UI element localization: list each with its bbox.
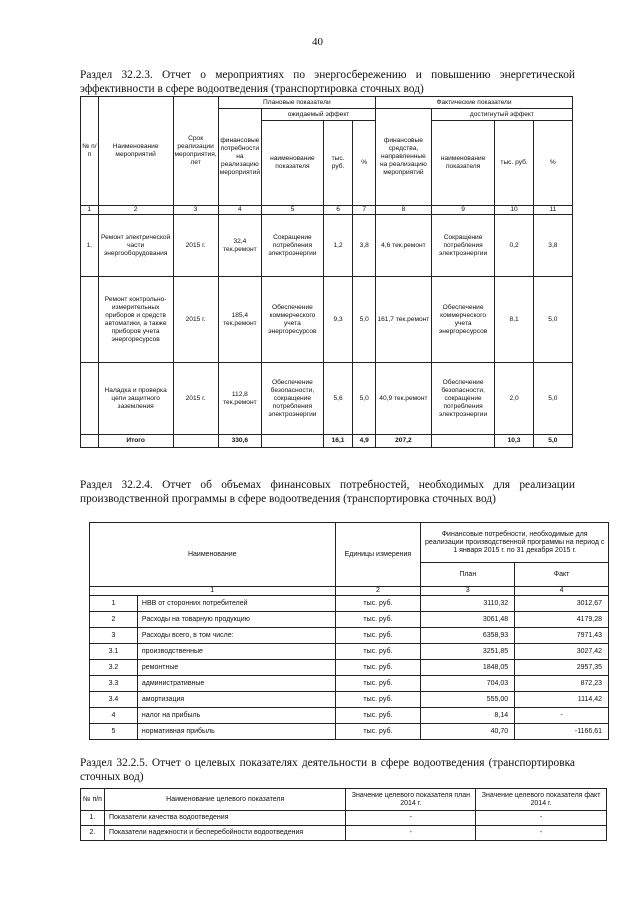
header-fin-need: Финансовые потребности, необходимые для реализации производственной программы на период с 1 января 2015 г. по 31 декабря 2015 г.	[421, 523, 609, 563]
col-number: 10	[495, 206, 533, 215]
row-name: административные	[137, 676, 335, 692]
row-plan: 3251,85	[421, 644, 515, 660]
row-name: производственные	[137, 644, 335, 660]
row-name: Расходы на товарную продукцию	[137, 612, 335, 628]
row-plan: 3061,48	[421, 612, 515, 628]
header-fin-need: финансовые потребности на реализацию мероприятий	[218, 109, 261, 206]
row-unit: тыс. руб.	[335, 612, 421, 628]
row-plan: 8,14	[421, 708, 515, 724]
row-fin: 112,8 тек.ремонт	[218, 363, 261, 435]
row-indicator-fact: Обеспечение безопасности, сокращение потребления электроэнергии	[431, 363, 495, 435]
header-actual: Фактические показатели	[376, 97, 573, 109]
header-expected-effect: ожидаемый эффект	[262, 109, 376, 121]
table-row	[90, 692, 609, 708]
row-name: ремонтные	[137, 660, 335, 676]
total-fin: 330,6	[218, 435, 261, 448]
row-indicator: Сокращение потребления электроэнергии	[262, 215, 324, 277]
row-plan: 1848,05	[421, 660, 515, 676]
row-name: налог на прибыль	[137, 708, 335, 724]
row-indicator: Обеспечение коммерческого учета энергоресурсов	[262, 277, 324, 363]
header-fin-spent: финансовые средства, направленные на реализацию мероприятий	[376, 109, 432, 206]
section-32-2-5-title: Раздел 32.2.5. Отчет о целевых показателях деятельности в сфере водоотведения (транспортировка сточных вод)	[80, 757, 575, 783]
row-name: Ремонт электрической части энергооборудования	[98, 215, 173, 277]
row-num: 3.4	[90, 692, 138, 708]
row-name: нормативная прибыль	[137, 724, 335, 740]
table-row	[81, 277, 573, 363]
financial-needs-table	[89, 522, 609, 740]
row-fact: 872,23	[515, 676, 609, 692]
row-fin-fact: 4,6 тек.ремонт	[376, 215, 432, 277]
row-unit: тыс. руб.	[335, 644, 421, 660]
table-row	[90, 612, 609, 628]
row-plan: -	[346, 811, 476, 826]
row-plan: -	[346, 826, 476, 841]
row-fact: 3027,42	[515, 644, 609, 660]
col-number: 4	[218, 206, 261, 215]
row-unit: тыс. руб.	[335, 708, 421, 724]
row-unit: тыс. руб.	[335, 692, 421, 708]
section-32-2-3-title: Раздел 32.2.3. Отчет о мероприятиях по энергосбережению и повышению энергетической эффективности в сфере водоотведения (транспортировка сточных вод)	[80, 69, 575, 95]
header-unit: Единицы измерения	[335, 523, 421, 587]
total-rub-fact: 10,3	[495, 435, 533, 448]
row-num	[81, 277, 99, 363]
row-term: 2015 г.	[173, 215, 218, 277]
row-fact: -	[515, 708, 609, 724]
col-number: 1	[90, 587, 336, 596]
header-plan: План	[421, 563, 515, 587]
col-number: 11	[533, 206, 572, 215]
col-number: 3	[173, 206, 218, 215]
table-row	[90, 724, 609, 740]
header-fact: Факт	[515, 563, 609, 587]
row-pct-fact: 3,8	[533, 215, 572, 277]
row-name: амортизация	[137, 692, 335, 708]
row-fact: 2957,35	[515, 660, 609, 676]
header-thous-rub-fact: тыс. руб.	[495, 121, 533, 206]
table-row	[81, 363, 573, 435]
header-name: Наименование мероприятий	[98, 97, 173, 206]
row-fin-fact: 40,9 тек.ремонт	[376, 363, 432, 435]
row-fin: 32,4 тек.ремонт	[218, 215, 261, 277]
header-name: Наименование целевого показателя	[104, 789, 346, 811]
row-name: НВВ от сторонних потребителей	[137, 596, 335, 612]
row-fact: 3012,67	[515, 596, 609, 612]
target-indicators-table	[80, 788, 607, 841]
row-rub-fact: 0,2	[495, 215, 533, 277]
table-row	[90, 596, 609, 612]
row-unit: тыс. руб.	[335, 596, 421, 612]
col-number: 9	[431, 206, 495, 215]
row-plan: 40,70	[421, 724, 515, 740]
header-percent: %	[353, 121, 376, 206]
table-row	[81, 811, 607, 826]
total-fin-fact: 207,2	[376, 435, 432, 448]
row-rub: 9,3	[323, 277, 353, 363]
col-number: 5	[262, 206, 324, 215]
col-number: 4	[515, 587, 609, 596]
row-unit: тыс. руб.	[335, 660, 421, 676]
row-pct-fact: 5,0	[533, 363, 572, 435]
total-rub: 16,1	[323, 435, 353, 448]
row-num: 4	[90, 708, 138, 724]
header-plan: Значение целевого показателя план 2014 г.	[346, 789, 476, 811]
table-row	[81, 215, 573, 277]
row-rub-fact: 2,0	[495, 363, 533, 435]
row-indicator: Обеспечение безопасности, сокращение потребления электроэнергии	[262, 363, 324, 435]
table-row	[90, 708, 609, 724]
row-rub: 5,6	[323, 363, 353, 435]
row-indicator-fact: Сокращение потребления электроэнергии	[431, 215, 495, 277]
row-plan: 555,00	[421, 692, 515, 708]
header-percent-fact: %	[533, 121, 572, 206]
energy-saving-measures-table	[80, 96, 573, 448]
header-indicator-name-fact: наименование показателя	[431, 121, 495, 206]
total-row	[81, 435, 573, 448]
row-pct-fact: 5,0	[533, 277, 572, 363]
row-rub-fact: 8,1	[495, 277, 533, 363]
row-pct: 5,0	[353, 277, 376, 363]
row-num: 3.1	[90, 644, 138, 660]
row-name: Показатели качества водоотведения	[104, 811, 346, 826]
row-name: Ремонт контрольно-измерительных приборов и средств автоматики, а также приборов учета энергоресурсов	[98, 277, 173, 363]
header-num: № п/п	[81, 789, 105, 811]
row-fact: 4179,28	[515, 612, 609, 628]
table-row	[90, 628, 609, 644]
col-number: 7	[353, 206, 376, 215]
row-plan: 704,03	[421, 676, 515, 692]
row-name: Наладка и проверка цепи защитного заземления	[98, 363, 173, 435]
row-num: 1.	[81, 215, 99, 277]
row-fact: -	[476, 811, 607, 826]
row-num: 1	[90, 596, 138, 612]
col-number: 2	[335, 587, 421, 596]
total-pct-fact: 5,0	[533, 435, 572, 448]
row-num: 3.3	[90, 676, 138, 692]
row-pct: 3,8	[353, 215, 376, 277]
row-fact: 1114,42	[515, 692, 609, 708]
row-fin-fact: 161,7 тек.ремонт	[376, 277, 432, 363]
header-indicator-name: наименование показателя	[262, 121, 324, 206]
col-number: 3	[421, 587, 515, 596]
col-number: 1	[81, 206, 99, 215]
header-planned: Плановые показатели	[218, 97, 375, 109]
row-fact: -1166,61	[515, 724, 609, 740]
row-num: 3.2	[90, 660, 138, 676]
col-number: 8	[376, 206, 432, 215]
col-number: 2	[98, 206, 173, 215]
row-indicator-fact: Обеспечение коммерческого учета энергоресурсов	[431, 277, 495, 363]
row-name: Показатели надежности и бесперебойности водоотведения	[104, 826, 346, 841]
page-number: 40	[312, 36, 323, 48]
header-thous-rub: тыс. руб.	[323, 121, 353, 206]
row-unit: тыс. руб.	[335, 676, 421, 692]
row-num: 3	[90, 628, 138, 644]
section-32-2-4-title: Раздел 32.2.4. Отчет об объемах финансовых потребностей, необходимых для реализации производственной программы в сфере водоотведения (транспортировка сточных вод)	[80, 479, 575, 505]
row-plan: 3110,32	[421, 596, 515, 612]
row-fin: 185,4 тек.ремонт	[218, 277, 261, 363]
row-plan: 6358,93	[421, 628, 515, 644]
total-pct: 4,9	[353, 435, 376, 448]
row-name: Расходы всего, в том числе:	[137, 628, 335, 644]
total-label: Итого	[98, 435, 173, 448]
table-row	[90, 644, 609, 660]
row-fact: 7971,43	[515, 628, 609, 644]
table-row	[90, 660, 609, 676]
table-row	[90, 676, 609, 692]
row-num: 1.	[81, 811, 105, 826]
col-number: 6	[323, 206, 353, 215]
row-rub: 1,2	[323, 215, 353, 277]
row-num: 2.	[81, 826, 105, 841]
header-num: № п/ п	[81, 97, 99, 206]
row-unit: тыс. руб.	[335, 724, 421, 740]
row-fact: -	[476, 826, 607, 841]
row-num: 5	[90, 724, 138, 740]
header-term: Срок реализации мероприятия, лет	[173, 97, 218, 206]
row-term: 2015 г.	[173, 363, 218, 435]
row-num	[81, 363, 99, 435]
header-fact: Значение целевого показателя факт 2014 г.	[476, 789, 607, 811]
table-row	[81, 826, 607, 841]
row-term: 2015 г.	[173, 277, 218, 363]
row-num: 2	[90, 612, 138, 628]
header-name: Наименование	[90, 523, 336, 587]
header-achieved-effect: достигнутый эффект	[431, 109, 572, 121]
row-unit: тыс. руб.	[335, 628, 421, 644]
row-pct: 5,0	[353, 363, 376, 435]
